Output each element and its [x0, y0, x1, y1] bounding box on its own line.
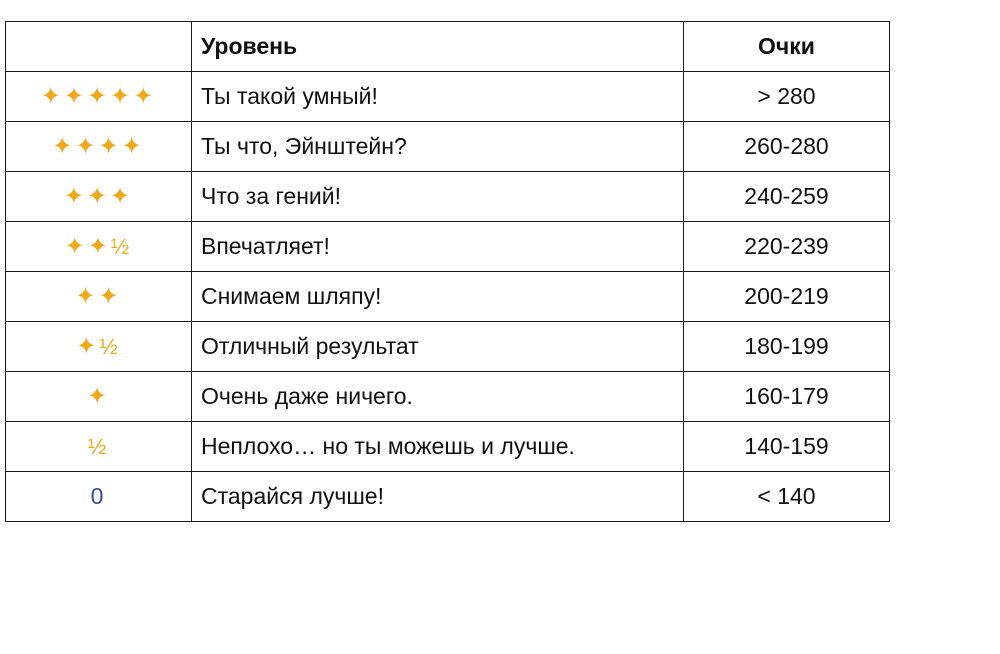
- star-icon: ✦: [40, 83, 64, 110]
- star-icon: ✦: [98, 283, 122, 310]
- zero-rating: 0: [90, 483, 107, 509]
- points-cell: 200-219: [684, 272, 890, 322]
- points-cell: 260-280: [684, 122, 890, 172]
- rating-cell: [6, 272, 192, 322]
- points-cell: 140-159: [684, 422, 890, 472]
- star-icon: ✦: [98, 133, 122, 160]
- level-cell: Старайся лучше!: [192, 472, 684, 522]
- table-body: [6, 72, 890, 522]
- star-icon: ✦: [52, 133, 76, 160]
- rating-cell: [6, 322, 192, 372]
- star-rating: [65, 233, 133, 259]
- table-header-row: [6, 22, 890, 72]
- rating-cell: [6, 472, 192, 522]
- rating-cell: [6, 122, 192, 172]
- rating-cell: [6, 222, 192, 272]
- table-row: [6, 122, 890, 172]
- half-star-icon: ½: [110, 234, 133, 259]
- header-points: Очки: [684, 22, 890, 72]
- rating-cell: [6, 422, 192, 472]
- table-row: [6, 372, 890, 422]
- star-icon: ✦: [86, 83, 111, 110]
- star-icon: ✦: [133, 83, 157, 110]
- level-cell: Что за гений!: [192, 172, 684, 222]
- table-row: [6, 322, 890, 372]
- header-rating: [6, 22, 192, 72]
- rating-cell: [6, 72, 192, 122]
- level-cell: Неплохо… но ты можешь и лучше.: [192, 422, 684, 472]
- table-row: [6, 472, 890, 522]
- points-cell: 240-259: [684, 172, 890, 222]
- star-rating: [76, 333, 120, 359]
- level-cell: Снимаем шляпу!: [192, 272, 684, 322]
- star-rating: [52, 133, 144, 159]
- table-row: [6, 172, 890, 222]
- star-rating: [75, 283, 121, 309]
- points-cell: 220-239: [684, 222, 890, 272]
- star-rating: [64, 183, 133, 209]
- level-cell: Очень даже ничего.: [192, 372, 684, 422]
- rating-cell: [6, 172, 192, 222]
- table-row: [6, 422, 890, 472]
- star-icon: ✦: [75, 283, 99, 310]
- points-cell: 180-199: [684, 322, 890, 372]
- star-rating: [91, 483, 107, 509]
- star-rating: [87, 383, 110, 409]
- star-icon: ✦: [75, 133, 99, 160]
- header-level: Уровень: [192, 22, 684, 72]
- table-row: [6, 72, 890, 122]
- star-icon: ✦: [86, 383, 111, 410]
- star-icon: ✦: [110, 183, 134, 210]
- star-icon: ✦: [87, 233, 111, 260]
- table-row: [6, 272, 890, 322]
- star-icon: ✦: [121, 133, 145, 160]
- level-cell: Впечатляет!: [192, 222, 684, 272]
- star-rating: [88, 433, 109, 459]
- star-icon: ✦: [63, 83, 87, 110]
- half-star-icon: ½: [99, 334, 121, 359]
- star-icon: ✦: [110, 83, 134, 110]
- level-cell: Отличный результат: [192, 322, 684, 372]
- star-icon: ✦: [76, 333, 100, 360]
- star-icon: ✦: [64, 233, 88, 260]
- star-icon: ✦: [86, 183, 111, 210]
- points-cell: 160-179: [684, 372, 890, 422]
- star-icon: ✦: [63, 183, 87, 210]
- score-table: [5, 21, 890, 522]
- level-cell: Ты что, Эйнштейн?: [192, 122, 684, 172]
- points-cell: < 140: [684, 472, 890, 522]
- table-row: [6, 222, 890, 272]
- star-rating: [41, 83, 157, 109]
- level-cell: Ты такой умный!: [192, 72, 684, 122]
- rating-cell: [6, 372, 192, 422]
- half-star-icon: ½: [87, 434, 110, 459]
- points-cell: > 280: [684, 72, 890, 122]
